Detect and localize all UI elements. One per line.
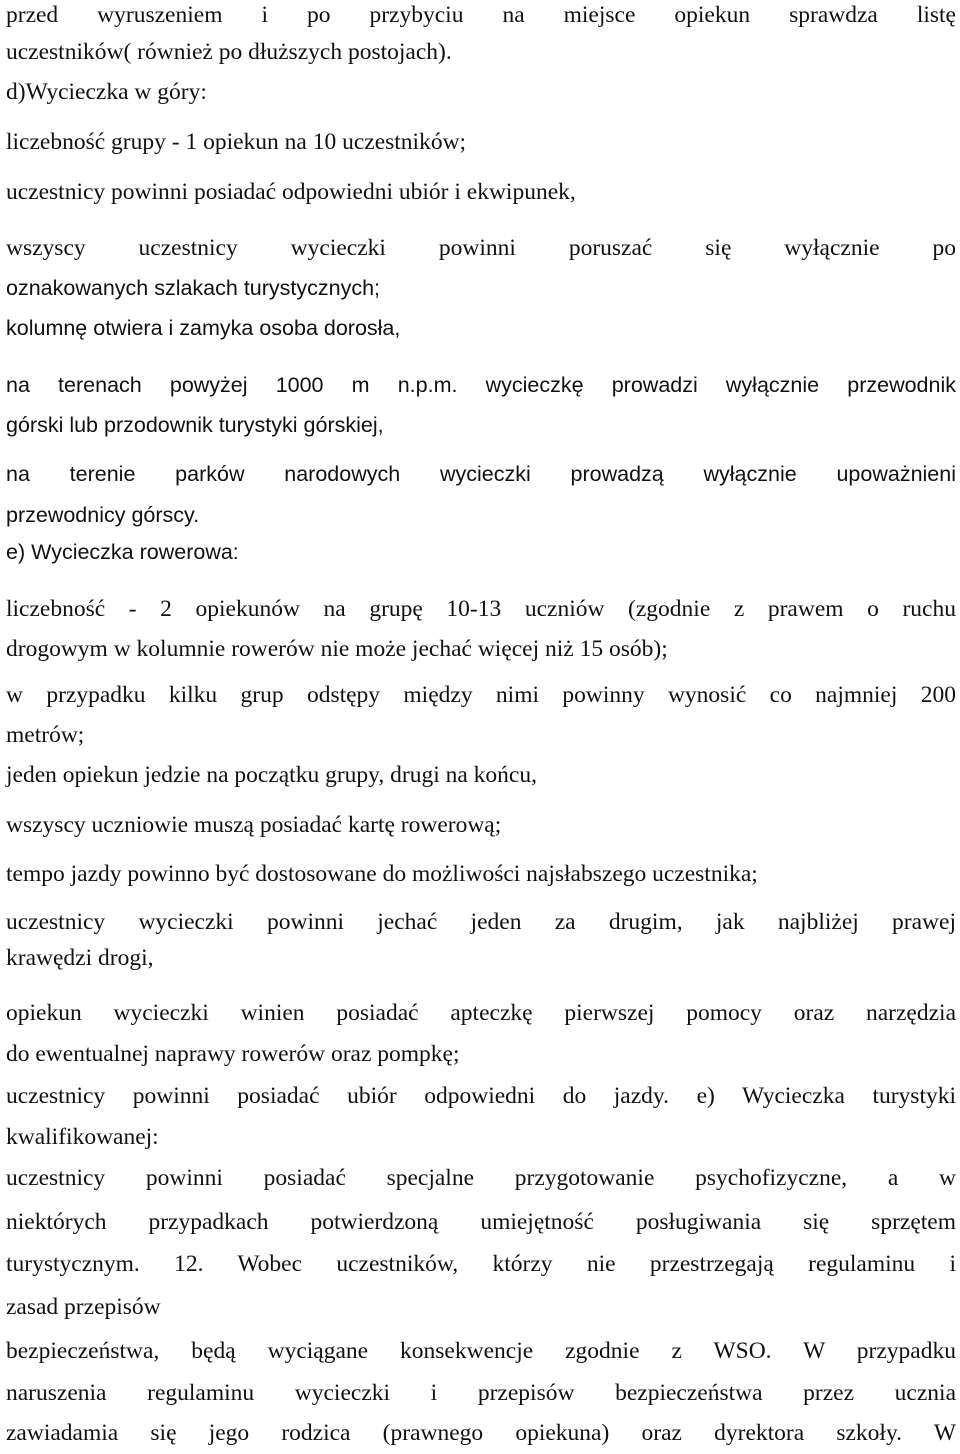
text-line: kolumnę otwiera i zamyka osoba dorosła, — [6, 316, 401, 340]
text-line: zawiadamia się jego rodzica (prawnego opiekuna) oraz dyrektora szkoły. W — [6, 1420, 956, 1446]
text-line: zasad przepisów — [6, 1294, 161, 1320]
text-line: naruszenia regulaminu wycieczki i przepisów bezpieczeństwa przez ucznia — [6, 1380, 956, 1406]
text-line: kwalifikowanej: — [6, 1124, 159, 1150]
text-line: metrów; — [6, 722, 85, 748]
text-line: jeden opiekun jedzie na początku grupy, drugi na końcu, — [6, 762, 537, 788]
text-line: wszyscy uczniowie muszą posiadać kartę rowerową; — [6, 812, 502, 838]
text-line: na terenie parków narodowych wycieczki prowadzą wyłącznie upoważnieni — [6, 462, 956, 486]
text-line: liczebność - 2 opiekunów na grupę 10-13 uczniów (zgodnie z prawem o ruchu — [6, 596, 956, 622]
text-line: wszyscy uczestnicy wycieczki powinni poruszać się wyłącznie po — [6, 235, 956, 261]
text-line: e) Wycieczka rowerowa: — [6, 540, 239, 564]
text-line: tempo jazdy powinno być dostosowane do możliwości najsłabszego uczestnika; — [6, 861, 758, 887]
text-line: drogowym w kolumnie rowerów nie może jechać więcej niż 15 osób); — [6, 636, 668, 662]
text-line: przewodnicy górscy. — [6, 503, 200, 527]
text-line: uczestnicy powinni posiadać specjalne przygotowanie psychofizyczne, a w — [6, 1165, 956, 1191]
text-line: górski lub przodownik turystyki górskiej, — [6, 413, 384, 437]
text-line: uczestnicy powinni posiadać ubiór odpowiedni do jazdy. e) Wycieczka turystyki — [6, 1083, 956, 1109]
text-line: oznakowanych szlakach turystycznych; — [6, 276, 381, 300]
text-line: uczestników( również po dłuższych postojach). — [6, 39, 452, 65]
text-line: uczestnicy wycieczki powinni jechać jeden za drugim, jak najbliżej prawej — [6, 909, 956, 935]
text-line: przed wyruszeniem i po przybyciu na miejsce opiekun sprawdza listę — [6, 2, 956, 28]
text-line: liczebność grupy - 1 opiekun na 10 uczestników; — [6, 129, 467, 155]
text-line: opiekun wycieczki winien posiadać apteczkę pierwszej pomocy oraz narzędzia — [6, 1000, 956, 1026]
text-line: na terenach powyżej 1000 m n.p.m. wycieczkę prowadzi wyłącznie przewodnik — [6, 373, 956, 397]
text-line: bezpieczeństwa, będą wyciągane konsekwencje zgodnie z WSO. W przypadku — [6, 1338, 956, 1364]
text-line: d)Wycieczka w góry: — [6, 79, 207, 105]
text-line: w przypadku kilku grup odstępy między nimi powinny wynosić co najmniej 200 — [6, 682, 956, 708]
text-line: krawędzi drogi, — [6, 945, 154, 971]
text-line: turystycznym. 12. Wobec uczestników, którzy nie przestrzegają regulaminu i — [6, 1251, 956, 1277]
text-line: do ewentualnej naprawy rowerów oraz pompkę; — [6, 1041, 460, 1067]
text-line: niektórych przypadkach potwierdzoną umiejętność posługiwania się sprzętem — [6, 1209, 956, 1235]
text-line: uczestnicy powinni posiadać odpowiedni ubiór i ekwipunek, — [6, 179, 576, 205]
